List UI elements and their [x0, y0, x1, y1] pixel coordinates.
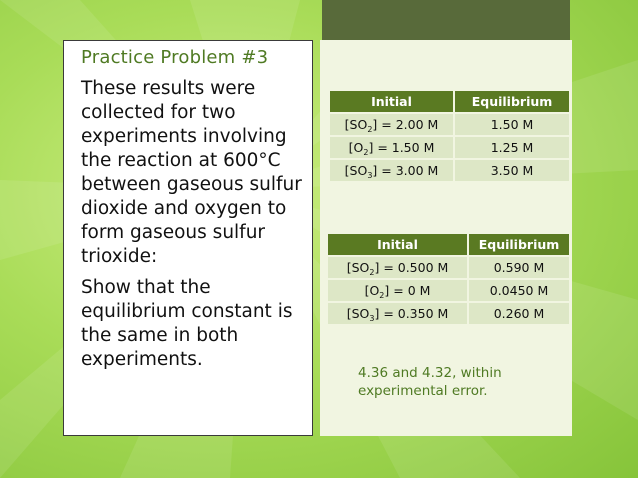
- answer-note: 4.36 and 4.32, within experimental error.: [358, 365, 502, 399]
- equilibrium-header: Equilibrium: [453, 91, 569, 112]
- problem-body: [81, 77, 309, 379]
- table-row: [330, 160, 569, 181]
- initial-cell: $[SO_3] = 0.350$ M: [328, 303, 467, 324]
- table-row: [328, 280, 569, 301]
- table-header-row: [328, 234, 569, 255]
- equilibrium-cell: 3.50 M: [453, 160, 569, 181]
- problem-text-box: [63, 40, 313, 436]
- equilibrium-cell: 0.590 M: [467, 257, 569, 278]
- table-row: [328, 303, 569, 324]
- table-header-row: [330, 91, 569, 112]
- experiment-2-table: [328, 232, 569, 326]
- initial-cell: $[SO_2] = 0.500$ M: [328, 257, 467, 278]
- initial-header: Initial: [330, 91, 453, 112]
- equilibrium-cell: 0.0450 M: [467, 280, 569, 301]
- initial-cell: $[SO_3] = 3.00$ M: [330, 160, 453, 181]
- equilibrium-cell: 0.260 M: [467, 303, 569, 324]
- problem-instruction: Show that the equilibrium constant is the same in both experiments.: [81, 277, 293, 370]
- initial-cell: $[O_2] = 0$ M: [328, 280, 467, 301]
- table-row: [330, 137, 569, 158]
- initial-cell: $[O_2] = 1.50$ M: [330, 137, 453, 158]
- table-row: [330, 114, 569, 135]
- equilibrium-cell: 1.25 M: [453, 137, 569, 158]
- experiment-1-table: [330, 89, 569, 183]
- equilibrium-cell: 1.50 M: [453, 114, 569, 135]
- problem-title: Practice Problem #3: [81, 47, 269, 68]
- table-row: [328, 257, 569, 278]
- data-panel: [320, 40, 572, 436]
- equilibrium-header: Equilibrium: [467, 234, 569, 255]
- initial-cell: $[SO_2] = 2.00$ M: [330, 114, 453, 135]
- initial-header: Initial: [328, 234, 467, 255]
- title-bar-accent: [322, 0, 570, 40]
- problem-description: These results were collected for two experiments involving the reaction at 600°C between gaseous sulfur dioxide and oxygen to form gaseous sulfur trioxide:: [81, 78, 302, 267]
